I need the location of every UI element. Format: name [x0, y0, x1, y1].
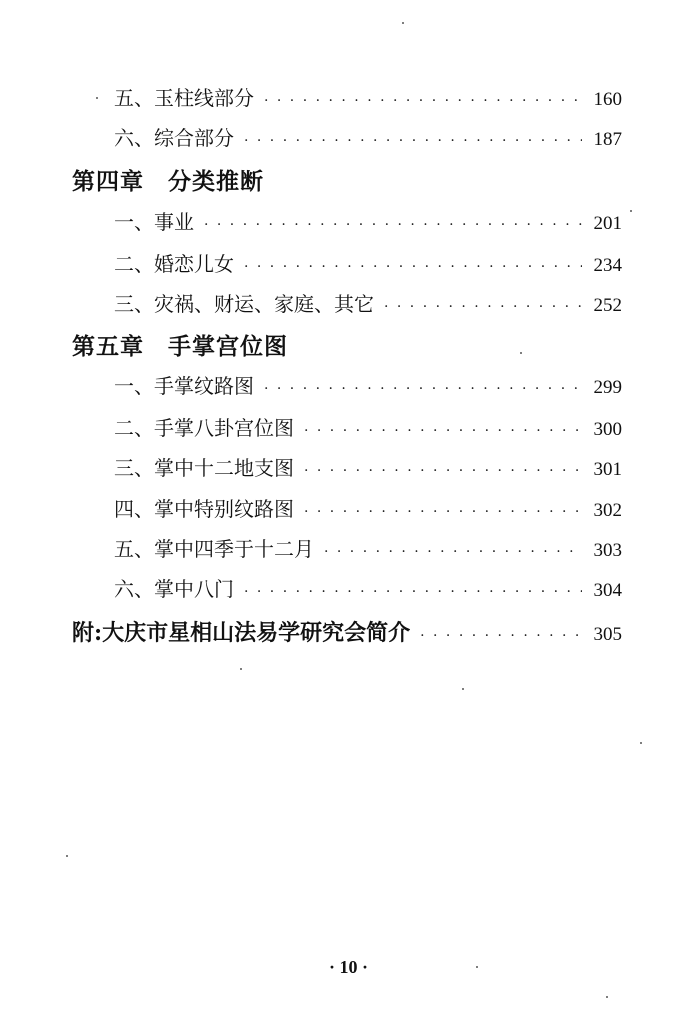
scan-speck [240, 668, 242, 670]
toc-entry-page: 301 [593, 459, 622, 480]
dot-leader [244, 133, 582, 149]
toc-entry [114, 82, 622, 111]
toc-entry-page: 187 [593, 129, 622, 150]
chapter-title: 第五章 手掌宫位图 [72, 333, 288, 360]
toc-entry-title: 三、灾祸、财运、家庭、其它 [114, 292, 374, 316]
toc-entry-page: 234 [593, 255, 622, 276]
toc-entry-title: 三、掌中十二地支图 [114, 456, 294, 480]
dot-leader [244, 259, 582, 275]
toc-entry-title: 六、综合部分 [114, 126, 234, 150]
toc-entry [114, 573, 622, 602]
toc-entry-title: 四、掌中特别纹路图 [114, 497, 294, 521]
toc-entry-page: 304 [593, 580, 622, 601]
toc-entry-title: 五、玉柱线部分 [114, 86, 254, 110]
toc-entry-page: 252 [593, 295, 622, 316]
toc-entry-page: 300 [593, 419, 622, 440]
toc-entry [114, 370, 622, 399]
toc-entry-page: 299 [593, 377, 622, 398]
toc-entry-page: 302 [593, 500, 622, 521]
appendix-entry [72, 616, 622, 647]
toc-entry-title: 二、手掌八卦宫位图 [114, 416, 294, 440]
dot-leader [304, 423, 582, 439]
scan-speck [630, 210, 632, 212]
scan-speck [640, 742, 642, 744]
dot-leader [244, 584, 582, 600]
dot-leader [384, 299, 582, 315]
toc-entry [114, 248, 622, 277]
toc-entry [114, 288, 622, 317]
dot-leader [264, 93, 582, 109]
scan-speck [66, 855, 68, 857]
dot-leader [304, 504, 582, 520]
scan-speck [476, 966, 478, 968]
toc-entry-title: 五、掌中四季于十二月 [114, 537, 314, 561]
dot-leader [324, 544, 582, 560]
page-number: · 10 · [328, 957, 368, 977]
chapter-title: 第四章 分类推断 [72, 168, 264, 195]
toc-entry-title: 二、婚恋儿女 [114, 252, 234, 276]
toc-entry-page: 305 [593, 624, 622, 645]
toc-entry [114, 122, 622, 151]
dot-leader [264, 381, 582, 397]
toc-entry [114, 412, 622, 441]
toc-entry [114, 452, 622, 481]
dot-leader [420, 628, 582, 644]
toc-entry [114, 533, 622, 562]
chapter-heading [72, 163, 264, 196]
appendix-title: 附:大庆市星相山法易学研究会简介 [72, 620, 411, 646]
scan-speck [606, 996, 608, 998]
toc-entry-title: 六、掌中八门 [114, 577, 234, 601]
scan-speck [402, 22, 404, 24]
toc-entry [114, 493, 622, 522]
toc-entry-page: 303 [593, 540, 622, 561]
toc-entry-title: 一、事业 [114, 210, 194, 234]
toc-entry-page: 160 [593, 89, 622, 110]
dot-leader [204, 217, 582, 233]
dot-leader [304, 463, 582, 479]
toc-entry-page: 201 [593, 213, 622, 234]
scan-speck [96, 97, 98, 99]
scan-speck [520, 352, 522, 354]
toc-entry [114, 206, 622, 235]
toc-entry-title: 一、手掌纹路图 [114, 374, 254, 398]
scan-speck [462, 688, 464, 690]
chapter-heading [72, 328, 288, 361]
